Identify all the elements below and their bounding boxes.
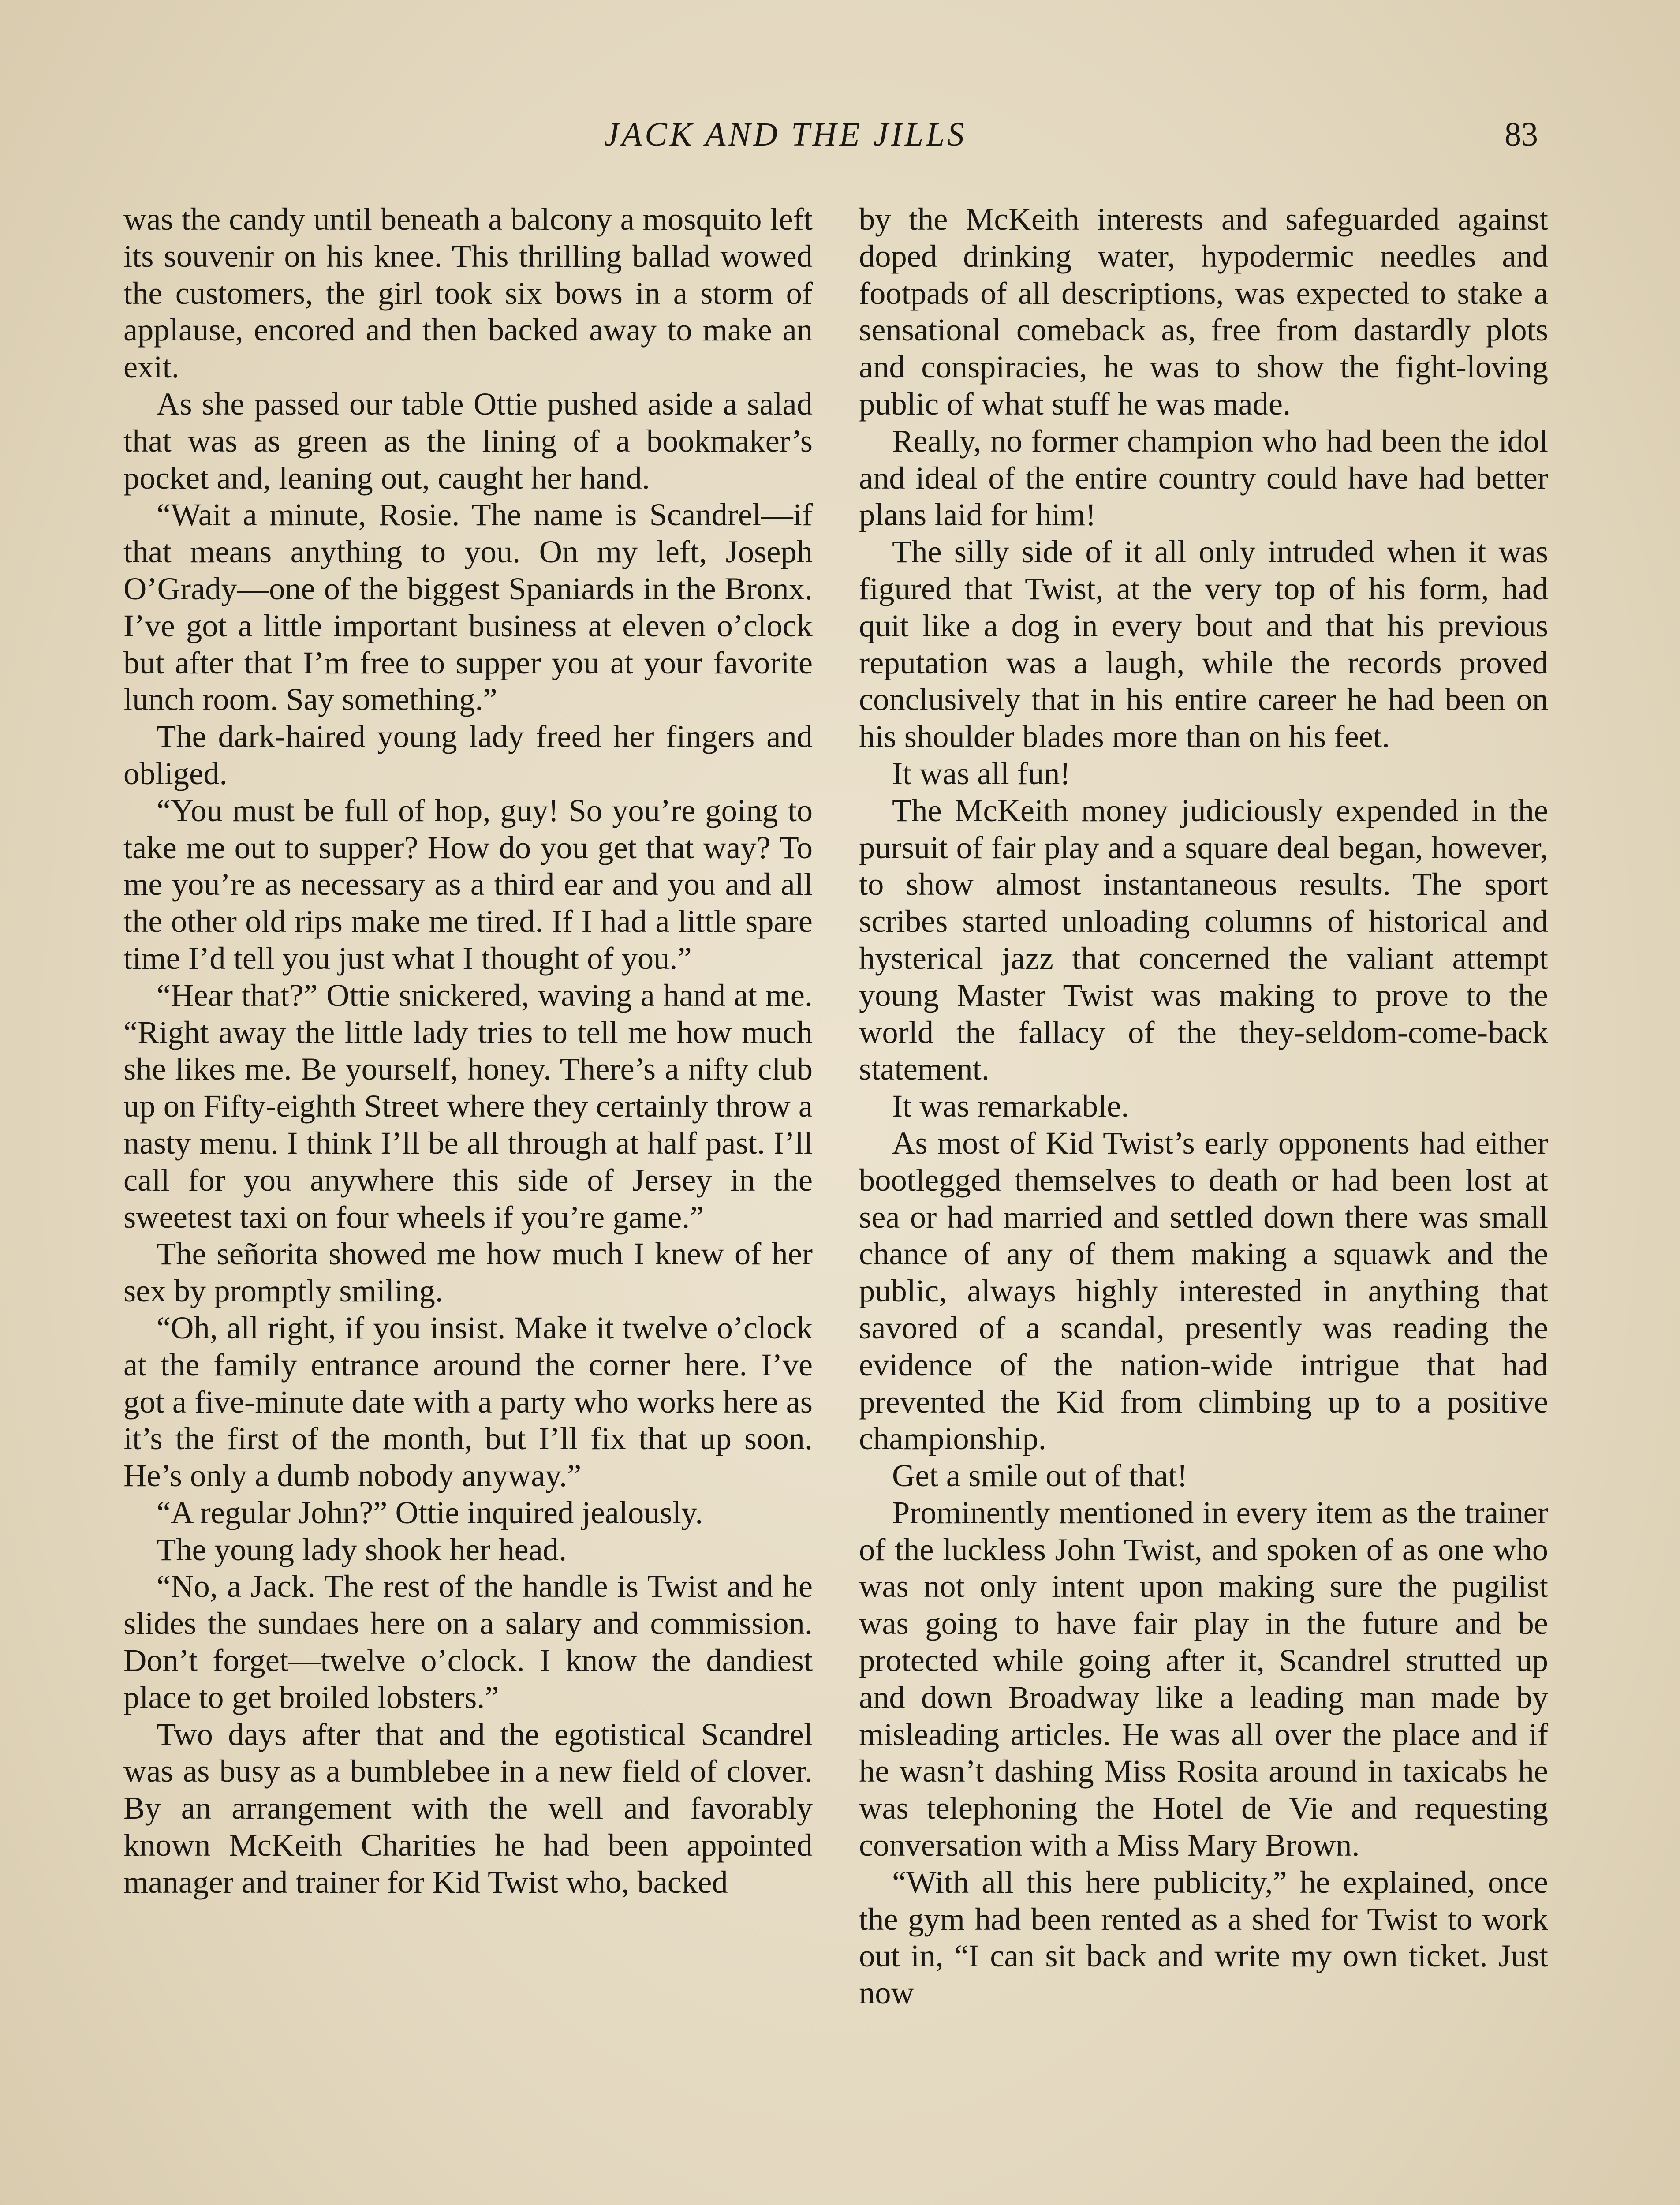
paragraph: was the candy until beneath a balcony a mosquito left its souvenir on his knee. This thrilling ballad wowed the customers, the girl took six bows in a storm of applause, encored and then backed away to make an exit. bbox=[123, 201, 813, 385]
paragraph: by the McKeith interests and safeguarded against doped drinking water, hypodermic needles and footpads of all descriptions, was expected to stake a sensational comeback as, free from dastardly plots and conspiracies, he was to show the fight-loving public of what stuff he was made. bbox=[859, 201, 1548, 422]
paragraph: The silly side of it all only intruded when it was figured that Twist, at the very top of his form, had quit like a dog in every bout and that his previous reputation was a laugh, while the records proved conclusively that in his entire career he had been on his shoulder blades more than on his feet. bbox=[859, 534, 1548, 755]
paragraph: “Wait a minute, Rosie. The name is Scandrel—if that means anything to you. On my left, Joseph O’Grady—one of the biggest Spaniards in the Bronx. I’ve got a little important business at eleven o’clock but after that I’m free to supper you at your favorite lunch room. Say something.” bbox=[123, 497, 813, 718]
right-column bbox=[859, 201, 1548, 2011]
paragraph: Really, no former champion who had been the idol and ideal of the entire country could have had better plans laid for him! bbox=[859, 422, 1548, 533]
page-number: 83 bbox=[1505, 116, 1538, 153]
paragraph: As most of Kid Twist’s early opponents had either bootlegged themselves to death or had been lost at sea or had married and settled down there was small chance of any of them making a squawk and the public, always highly interested in anything that savored of a scandal, presently was reading the evidence of the nation-wide intrigue that had prevented the Kid from climbing up to a positive championship. bbox=[859, 1125, 1548, 1457]
left-column bbox=[123, 201, 813, 1901]
paragraph: “No, a Jack. The rest of the handle is Twist and he slides the sundaes here on a salary and commission. Don’t forget—twelve o’clock. I know the dandiest place to get broiled lobsters.” bbox=[123, 1568, 813, 1715]
paragraph: The señorita showed me how much I knew of her sex by promptly smiling. bbox=[123, 1236, 813, 1309]
paragraph: It was remarkable. bbox=[892, 1088, 1129, 1124]
paragraph: Prominently mentioned in every item as the trainer of the luckless John Twist, and spoken of as one who was not only intent upon making sure the pugilist was going to have fair play in the future and be protected while going after it, Scandrel strutted up and down Broadway like a leading man made by misleading articles. He was all over the place and if he wasn’t dashing Miss Rosita around in taxicabs he was telephoning the Hotel de Vie and requesting conversation with a Miss Mary Brown. bbox=[859, 1494, 1548, 1863]
paragraph: The McKeith money judiciously expended in the pursuit of fair play and a square deal began, however, to show almost instantaneous results. The sport scribes started unloading columns of historical and hysterical jazz that concerned the valiant attempt young Master Twist was making to prove to the world the fallacy of the they-seldom-come-back statement. bbox=[859, 792, 1548, 1087]
paragraph: Two days after that and the egotistical Scandrel was as busy as a bumblebee in a new field of clover. By an arrangement with the well and favorably known McKeith Charities he had been appointed manager and trainer for Kid Twist who, backed bbox=[123, 1716, 813, 1900]
paragraph: “Hear that?” Ottie snickered, waving a hand at me. “Right away the little lady tries to tell me how much she likes me. Be yourself, honey. There’s a nifty club up on Fifty-eighth Street where they certainly throw a nasty menu. I think I’ll be all through at half past. I’ll call for you anywhere this side of Jersey in the sweetest taxi on four wheels if you’re game.” bbox=[123, 977, 813, 1235]
paragraph: “With all this here publicity,” he explained, once the gym had been rented as a shed for Twist to work out in, “I can sit back and write my own ticket. Just now bbox=[859, 1864, 1548, 2011]
paragraph: It was all fun! bbox=[892, 755, 1071, 791]
paragraph: As she passed our table Ottie pushed aside a salad that was as green as the lining of a bookmaker’s pocket and, leaning out, caught her hand. bbox=[123, 385, 813, 496]
paragraph: “Oh, all right, if you insist. Make it twelve o’clock at the family entrance around the corner here. I’ve got a five-minute date with a party who works here as it’s the first of the month, but I’ll fix that up soon. He’s only a dumb nobody anyway.” bbox=[123, 1309, 813, 1494]
paragraph: “You must be full of hop, guy! So you’re going to take me out to supper? How do you get that way? To me you’re as necessary as a third ear and you and all the other old rips make me tired. If I had a little spare time I’d tell you just what I thought of you.” bbox=[123, 792, 813, 976]
paragraph: Get a smile out of that! bbox=[892, 1458, 1188, 1494]
paragraph: The dark-haired young lady freed her fingers and obliged. bbox=[123, 718, 813, 791]
running-title: JACK AND THE JILLS bbox=[604, 116, 967, 153]
paragraph: “A regular John?” Ottie inquired jealously. bbox=[157, 1494, 703, 1530]
paragraph: The young lady shook her head. bbox=[157, 1531, 567, 1567]
